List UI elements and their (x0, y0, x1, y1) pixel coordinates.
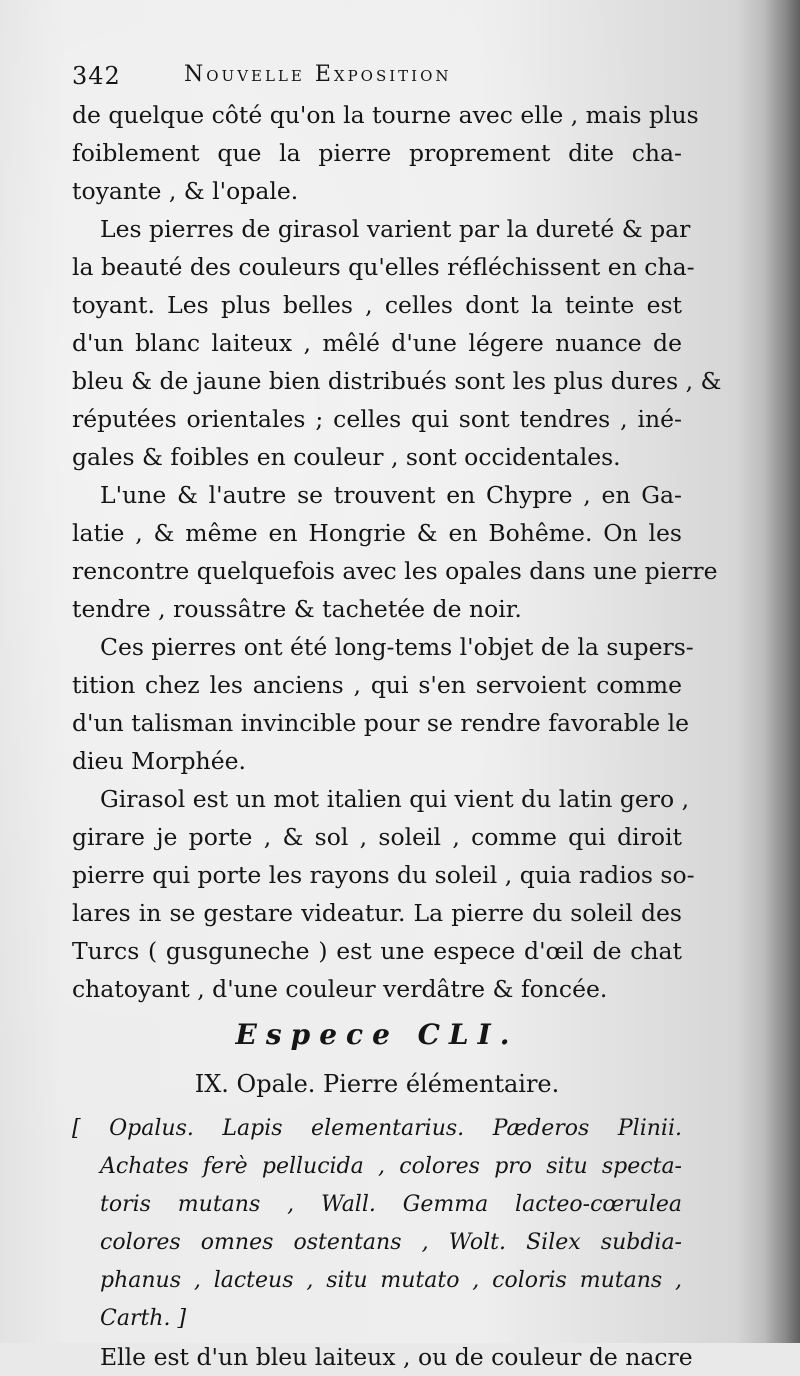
text-line: toyante , & l'opale. (72, 177, 299, 205)
text-line: d'un talisman invincible pour se rendre favorable le (72, 709, 690, 737)
text-line: rencontre quelquefois avec les opales dans une pierre (72, 557, 718, 585)
latin-line: Carth. ] (100, 1306, 187, 1331)
text-line: de quelque côté qu'on la tourne avec elle , mais plus (72, 101, 699, 129)
body-text (72, 96, 722, 1376)
text-line: réputées orientales ; celles qui sont tendres , iné- (72, 405, 682, 433)
paragraph-1 (72, 96, 699, 210)
text-line: Girasol est un mot italien qui vient du latin gero , (100, 785, 690, 813)
paragraph-2 (72, 210, 722, 476)
text-line: la beauté des couleurs qu'elles réfléchissent en cha- (72, 253, 695, 281)
running-head: Nouvelle Exposition (184, 62, 452, 87)
text-line: gales & foibles en couleur , sont occidentales. (72, 443, 621, 471)
text-line: tition chez les anciens , qui s'en servoient comme (72, 671, 682, 699)
latin-line: Achates ferè pellucida , colores pro situ specta- (100, 1154, 682, 1179)
latin-line: colores omnes ostentans , Wolt. Silex subdia- (100, 1230, 682, 1255)
text-line: Les pierres de girasol varient par la dureté & par (100, 215, 691, 243)
text-line: d'un blanc laiteux , mêlé d'une légere nuance de (72, 329, 682, 357)
text-line: Ces pierres ont été long-tems l'objet de la supers- (100, 633, 694, 661)
text-line: dieu Morphée. (72, 747, 246, 775)
text-line: foiblement que la pierre proprement dite cha- (72, 139, 682, 167)
entry-subheading: IX. Opale. Pierre élémentaire. (194, 1070, 560, 1098)
text-line: chatoyant , d'une couleur verdâtre & foncée. (72, 975, 608, 1003)
page-number: 342 (72, 62, 121, 90)
page-gutter-shadow (764, 0, 800, 1343)
text-line: bleu & de jaune bien distribués sont les plus dures , & (72, 367, 722, 395)
species-heading: Espece CLI. (235, 1018, 519, 1051)
latin-line: toris mutans , Wall. Gemma lacteo-cœrulea (100, 1192, 682, 1217)
paragraph-5 (72, 780, 695, 1008)
text-line: tendre , roussâtre & tachetée de noir. (72, 595, 522, 623)
text-line: girare je porte , & sol , soleil , comme qui diroit (72, 823, 682, 851)
final-text-line: Elle est d'un bleu laiteux , ou de couleur de nacre (100, 1343, 693, 1371)
text-line: lares in se gestare videatur. La pierre du soleil des (72, 899, 682, 927)
text-line: pierre qui porte les rayons du soleil , quia radios so- (72, 861, 695, 889)
latin-line: [ Opalus. Lapis elementarius. Pæderos Plinii. (72, 1116, 682, 1141)
latin-line: phanus , lacteus , situ mutato , coloris mutans , (100, 1268, 682, 1293)
text-line: L'une & l'autre se trouvent en Chypre , en Ga- (100, 481, 682, 509)
text-line: toyant. Les plus belles , celles dont la teinte est (72, 291, 682, 319)
latin-synonymy (72, 1110, 682, 1338)
text-line: Turcs ( gusguneche ) est une espece d'œil de chat (72, 937, 682, 965)
text-line: latie , & même en Hongrie & en Bohême. On les (72, 519, 682, 547)
paragraph-3 (72, 476, 718, 628)
paragraph-4 (72, 628, 694, 780)
